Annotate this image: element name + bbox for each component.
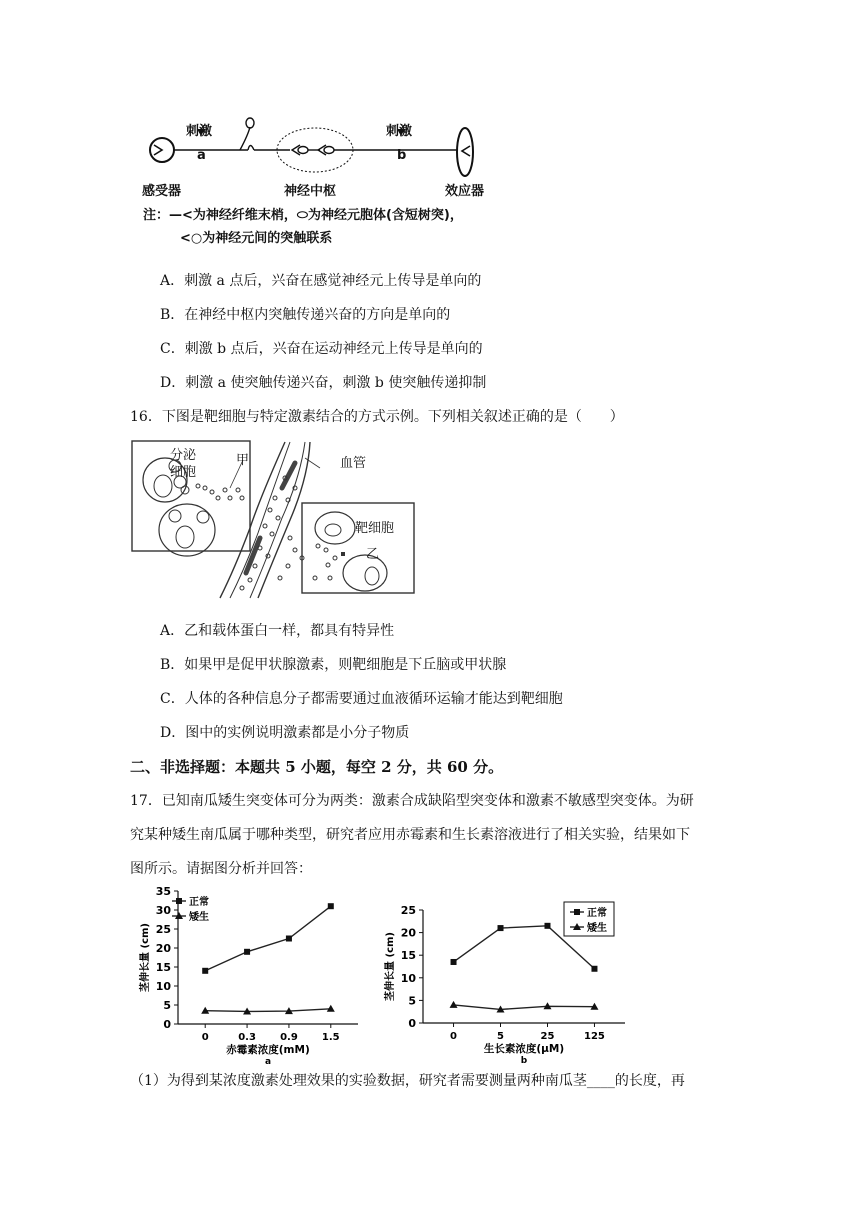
data-point (328, 903, 334, 909)
vessel-label: 血管 (340, 456, 367, 471)
stimulus-label-a: 刺激 (186, 124, 213, 139)
legend-label: 矮生 (587, 923, 607, 934)
y-axis-label: 茎伸长量 (cm) (140, 923, 151, 992)
figure-note-line1: 注：—<为神经纤维末梢，⬭为神经元胞体(含短树突)， (143, 208, 463, 223)
receptor-yi (341, 552, 345, 556)
y-tick-label: 25 (155, 923, 171, 936)
stimulus-label-b: 刺激 (386, 124, 413, 139)
chart-sublabel: a (264, 1057, 272, 1067)
q15-option-a: A．刺激 a 点后，兴奋在感觉神经元上传导是单向的 (160, 273, 482, 289)
q16-option-a: A．乙和载体蛋白一样，都具有特异性 (160, 623, 395, 639)
legend-marker (574, 909, 580, 915)
data-point (544, 923, 550, 929)
legend-label: 正常 (587, 908, 607, 919)
x-tick-label: 0 (201, 1032, 209, 1043)
q16-option-b: B．如果甲是促甲状腺激素，则靶细胞是下丘脑或甲状腺 (160, 657, 507, 673)
yi-label: 乙 (366, 547, 380, 562)
target-cell-label: 靶细胞 (355, 521, 395, 536)
data-point (591, 966, 597, 972)
x-tick-label: 0.9 (280, 1032, 298, 1043)
y-tick-label: 20 (155, 942, 171, 955)
x-tick-label: 125 (584, 1031, 605, 1042)
y-tick-label: 10 (400, 971, 416, 985)
data-point (286, 936, 292, 942)
y-tick-label: 20 (400, 926, 416, 940)
synapse-symbol (324, 147, 334, 154)
blood-vessel-wall (220, 442, 285, 598)
x-axis-label: 生长素浓度(μM) (483, 1043, 565, 1055)
chart-sublabel: b (520, 1056, 528, 1066)
x-tick-label: 0.3 (238, 1032, 256, 1043)
x-tick-label: 25 (540, 1031, 555, 1042)
sensory-cell-body (246, 118, 254, 128)
q17-sub1: （1）为得到某浓度激素处理效果的实验数据，研究者需要测量两种南瓜茎____的长度，再 (130, 1073, 685, 1089)
y-tick-label: 0 (163, 1018, 171, 1031)
x-tick-label: 5 (497, 1031, 504, 1042)
chart-gibberellin (128, 882, 368, 1067)
point-b-label: b (397, 148, 407, 163)
y-tick-label: 15 (400, 949, 416, 963)
q15-option-b: B．在神经中枢内突触传递兴奋的方向是单向的 (160, 307, 451, 323)
section-two-heading: 二、非选择题：本题共 5 小题，每空 2 分，共 60 分。 (130, 758, 504, 776)
q17-stem-line2: 究某种矮生南瓜属于哪种类型，研究者应用赤霉素和生长素溶液进行了相关实验，结果如下 (130, 827, 690, 843)
synapse-symbol (298, 147, 308, 154)
y-tick-label: 25 (400, 904, 416, 917)
neural-center-label: 神经中枢 (284, 184, 337, 199)
q16-option-c: C．人体的各种信息分子都需要通过血液循环运输才能达到靶细胞 (160, 691, 563, 707)
y-tick-label: 10 (155, 980, 171, 993)
y-tick-label: 5 (408, 994, 416, 1008)
data-point (244, 949, 250, 955)
legend-marker (176, 898, 182, 904)
q17-stem-line1: 17．已知南瓜矮生突变体可分为两类：激素合成缺陷型突变体和激素不敏感型突变体。为研 (130, 793, 694, 809)
data-point (451, 959, 457, 965)
target-cell (315, 512, 355, 544)
x-axis-label: 赤霉素浓度(mM) (226, 1044, 310, 1056)
x-tick-label: 1.5 (321, 1032, 340, 1043)
x-tick-label: 0 (450, 1031, 458, 1042)
y-tick-label: 35 (155, 885, 171, 898)
chart-auxin (385, 895, 635, 1066)
series-line (454, 1005, 595, 1010)
q17-stem-line3: 图所示。请据图分析并回答： (130, 861, 312, 877)
data-point (450, 1001, 458, 1008)
y-axis-label: 茎伸长量 (cm) (385, 932, 396, 1001)
point-a-label: a (197, 148, 206, 163)
series-line (205, 1009, 331, 1012)
secretory-cell-label2: 细胞 (170, 465, 197, 480)
data-point (202, 968, 208, 974)
y-tick-label: 30 (155, 904, 171, 917)
y-tick-label: 15 (155, 961, 171, 974)
series-line (454, 926, 595, 969)
legend-label: 正常 (189, 897, 209, 908)
receptor-label: 感受器 (142, 184, 182, 199)
q16-stem: 16．下图是靶细胞与特定激素结合的方式示例。下列相关叙述正确的是（ ） (130, 409, 624, 425)
legend-label: 矮生 (189, 912, 209, 923)
jia-label: 甲 (236, 453, 250, 468)
y-tick-label: 0 (408, 1017, 416, 1030)
series-line (205, 906, 331, 971)
blood-cell (282, 463, 295, 488)
q15-option-c: C．刺激 b 点后，兴奋在运动神经元上传导是单向的 (160, 341, 483, 357)
figure-note-line2: <○为神经元间的突触联系 (180, 231, 333, 246)
q16-option-d: D．图中的实例说明激素都是小分子物质 (160, 725, 410, 741)
effector-label: 效应器 (445, 184, 485, 199)
blood-cell (246, 538, 260, 573)
q15-option-d: D．刺激 a 使突触传递兴奋，刺激 b 使突触传递抑制 (160, 375, 487, 391)
y-tick-label: 5 (163, 999, 171, 1012)
secretory-cell-label: 分泌 (170, 448, 197, 463)
data-point (498, 925, 504, 931)
